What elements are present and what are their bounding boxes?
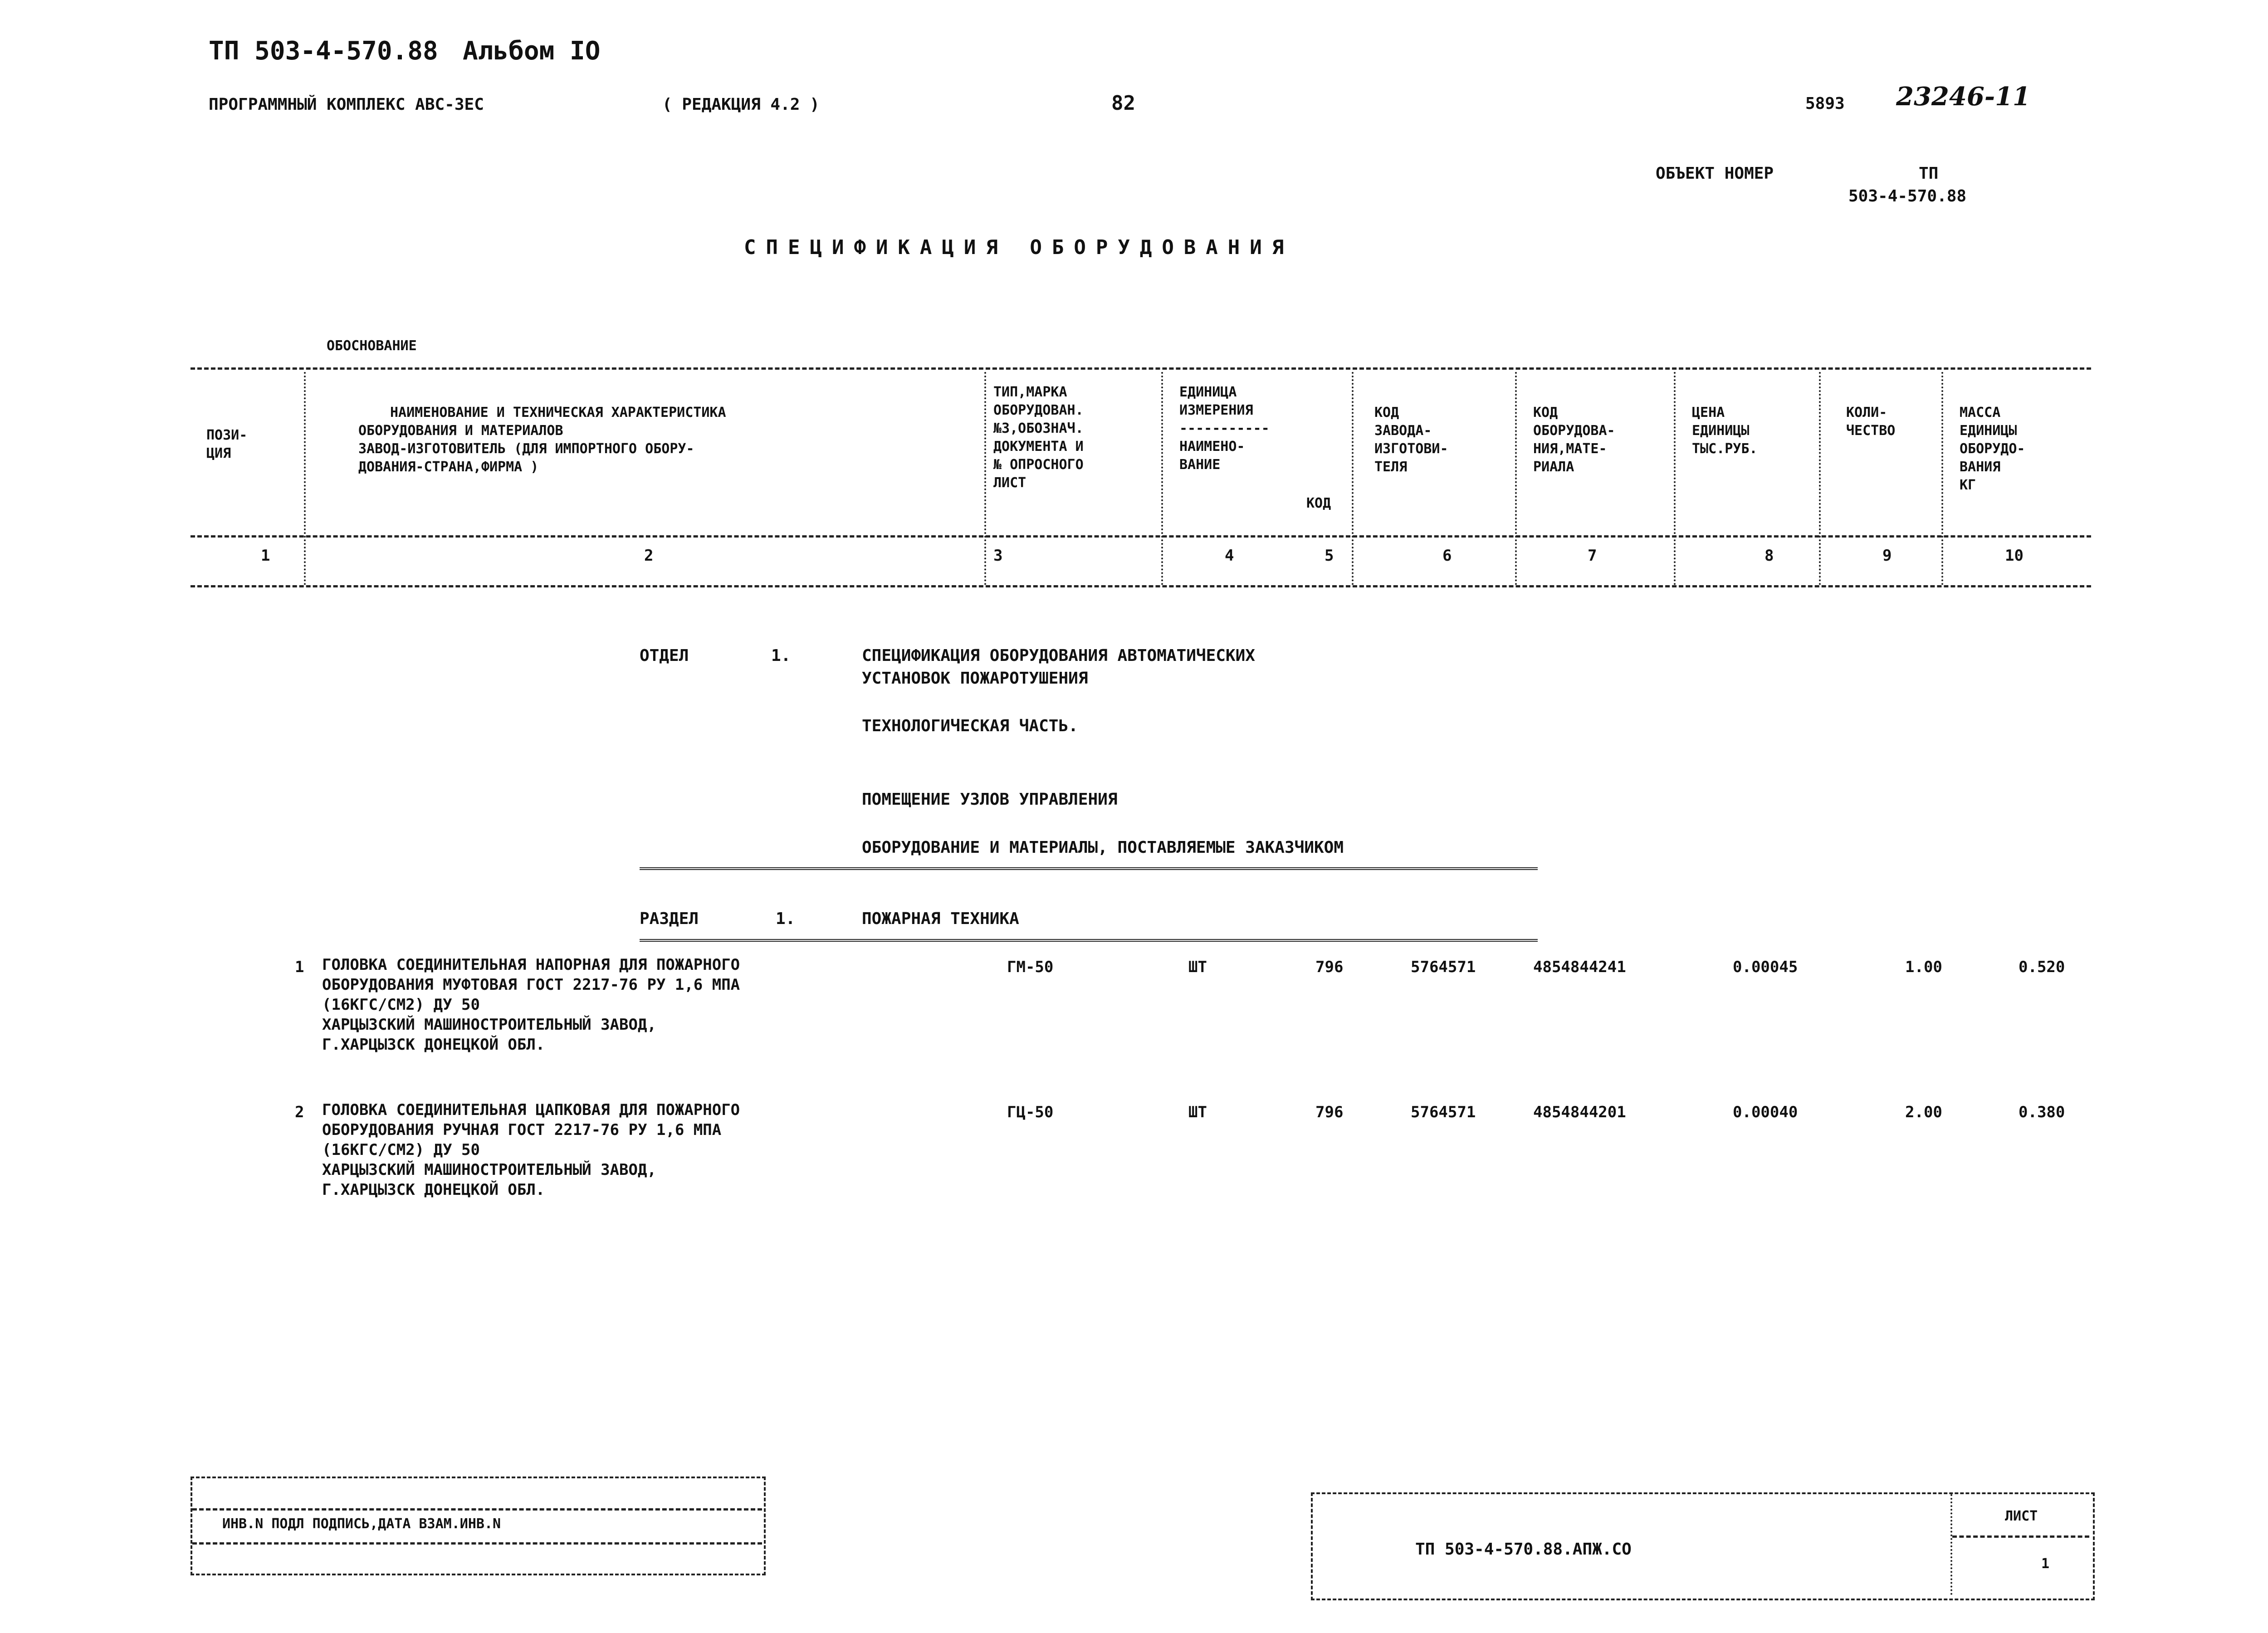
col-number: 5 [1325, 547, 1334, 565]
row-equip-code: 4854844241 [1533, 958, 1626, 976]
sheet-label: ЛИСТ [2005, 1508, 2038, 1524]
col-divider [984, 372, 986, 585]
page-number: 82 [1111, 92, 1135, 115]
row-equip-code: 4854844201 [1533, 1103, 1626, 1121]
row-mass: 0.520 [2019, 958, 2065, 976]
col-number: 2 [644, 547, 654, 565]
stamp-document-code: ТП 503-4-570.88.АПЖ.СО [1415, 1540, 1632, 1559]
otdel-title-1: СПЕЦИФИКАЦИЯ ОБОРУДОВАНИЯ АВТОМАТИЧЕСКИХ [862, 646, 1255, 665]
col-equip-code-header: КОД ОБОРУДОВА- НИЯ,МАТЕ- РИАЛА [1533, 405, 1615, 475]
stamp-divider [1950, 1494, 1952, 1595]
object-code-2: 503-4-570.88 [1848, 187, 1967, 205]
col-number: 1 [261, 547, 270, 565]
object-code-1: ТП [1919, 164, 1939, 183]
col-divider [1515, 372, 1517, 585]
otdel-number: 1. [771, 646, 791, 665]
stamp-rule [192, 1508, 762, 1511]
stamp-signature-labels: ИНВ.N ПОДЛ ПОДПИСЬ,ДАТА ВЗАМ.ИНВ.N [222, 1516, 501, 1532]
col-plant-code-header: КОД ЗАВОДА- ИЗГОТОВИ- ТЕЛЯ [1374, 405, 1448, 475]
row-position: 1 [295, 958, 304, 976]
album-label: Альбом IO [463, 36, 601, 66]
col-divider [1819, 372, 1821, 585]
sheet-number: 1 [2041, 1556, 2050, 1572]
basis-label: ОБОСНОВАНИЕ [327, 338, 417, 354]
col-position-header: ПОЗИ- ЦИЯ [206, 427, 248, 461]
room-heading: ПОМЕЩЕНИЕ УЗЛОВ УПРАВЛЕНИЯ [862, 790, 1118, 809]
razdel-label: РАЗДЕЛ [640, 909, 699, 928]
col-number: 6 [1442, 547, 1452, 565]
col-divider [1941, 372, 1943, 585]
row-qty: 1.00 [1905, 958, 1942, 976]
col-qty-header: КОЛИ- ЧЕСТВО [1846, 405, 1896, 439]
row-plant-code: 5764571 [1411, 1103, 1476, 1121]
row-name: ГОЛОВКА СОЕДИНИТЕЛЬНАЯ НАПОРНАЯ ДЛЯ ПОЖАРНОГО ОБОРУДОВАНИЯ МУФТОВАЯ ГОСТ 2217-76 РУ 1,6 МПА (16КГС/СМ2) ДУ 50 ХАРЦЫЗСКИЙ МАШИНОСТРОИТЕЛЬНЫЙ ЗАВОД, Г.ХАРЦЫЗСК ДОНЕЦКОЙ ОБЛ. [322, 956, 740, 1054]
razdel-underline [640, 939, 1538, 942]
col-number: 3 [993, 547, 1003, 565]
col-divider [1352, 372, 1354, 585]
table-top-rule [191, 367, 2091, 370]
stamp-rule [192, 1542, 762, 1545]
order-prefix: 5893 [1805, 94, 1845, 113]
row-unit: ШТ [1188, 1103, 1207, 1121]
document-title: ТП 503-4-570.88 [209, 36, 438, 66]
row-price: 0.00045 [1733, 958, 1798, 976]
object-label: ОБЪЕКТ НОМЕР [1656, 164, 1774, 183]
col-type-header: ТИП,МАРКА ОБОРУДОВАН. №З,ОБОЗНАЧ. ДОКУМЕНТА И № ОПРОСНОГО ЛИСТ [993, 384, 1084, 491]
otdel-title-2: УСТАНОВОК ПОЖАРОТУШЕНИЯ [862, 669, 1088, 688]
col-number: 10 [2005, 547, 2024, 565]
col-number: 8 [1765, 547, 1774, 565]
order-handwritten: 23246-11 [1896, 82, 2030, 112]
stamp-rule [1952, 1535, 2089, 1538]
header-bottom-rule [191, 535, 2091, 538]
row-unit: ШТ [1188, 958, 1207, 976]
row-unit-code: 796 [1315, 958, 1344, 976]
col-unit-code-header: КОД [1306, 495, 1331, 511]
col-divider [1674, 372, 1676, 585]
supply-underline [640, 867, 1538, 870]
row-name: ГОЛОВКА СОЕДИНИТЕЛЬНАЯ ЦАПКОВАЯ ДЛЯ ПОЖАРНОГО ОБОРУДОВАНИЯ РУЧНАЯ ГОСТ 2217-76 РУ 1,6 МПА (16КГС/СМ2) ДУ 50 ХАРЦЫЗСКИЙ МАШИНОСТРОИТЕЛЬНЫЙ ЗАВОД, Г.ХАРЦЫЗСК ДОНЕЦКОЙ ОБЛ. [322, 1101, 740, 1199]
row-price: 0.00040 [1733, 1103, 1798, 1121]
row-plant-code: 5764571 [1411, 958, 1476, 976]
col-price-header: ЦЕНА ЕДИНИЦЫ ТЫС.РУБ. [1692, 405, 1758, 457]
row-qty: 2.00 [1905, 1103, 1942, 1121]
row-mass: 0.380 [2019, 1103, 2065, 1121]
numbers-bottom-rule [191, 585, 2091, 587]
row-position: 2 [295, 1103, 304, 1121]
col-mass-header: МАССА ЕДИНИЦЫ ОБОРУДО- ВАНИЯ КГ [1960, 405, 2025, 493]
part-heading: ТЕХНОЛОГИЧЕСКАЯ ЧАСТЬ. [862, 717, 1078, 735]
program-line: ПРОГРАММНЫЙ КОМПЛЕКС АВС-ЗЕС [209, 95, 484, 114]
col-name-header: НАИМЕНОВАНИЕ И ТЕХНИЧЕСКАЯ ХАРАКТЕРИСТИКА ОБОРУДОВАНИЯ И МАТЕРИАЛОВ ЗАВОД-ИЗГОТОВИТЕЛЬ (ДЛЯ ИМПОРТНОГО ОБОРУ- ДОВАНИЯ-СТРАНА,ФИРМА ) [358, 405, 726, 475]
col-number: 7 [1588, 547, 1597, 565]
spec-title: СПЕЦИФИКАЦИЯ ОБОРУДОВАНИЯ [744, 236, 1294, 259]
col-divider [1161, 372, 1163, 585]
col-divider [304, 372, 306, 585]
row-type: ГЦ-50 [1007, 1103, 1054, 1121]
col-unit-header: ЕДИНИЦА ИЗМЕРЕНИЯ ----------- НАИМЕНО- ВАНИЕ [1179, 384, 1270, 473]
row-unit-code: 796 [1315, 1103, 1344, 1121]
edition-label: ( РЕДАКЦИЯ 4.2 ) [662, 95, 820, 114]
razdel-title: ПОЖАРНАЯ ТЕХНИКА [862, 909, 1019, 928]
col-number: 9 [1882, 547, 1892, 565]
otdel-label: ОТДЕЛ [640, 646, 689, 665]
razdel-number: 1. [776, 909, 796, 928]
row-type: ГМ-50 [1007, 958, 1054, 976]
col-number: 4 [1225, 547, 1234, 565]
supply-heading: ОБОРУДОВАНИЕ И МАТЕРИАЛЫ, ПОСТАВЛЯЕМЫЕ ЗАКАЗЧИКОМ [862, 838, 1344, 857]
